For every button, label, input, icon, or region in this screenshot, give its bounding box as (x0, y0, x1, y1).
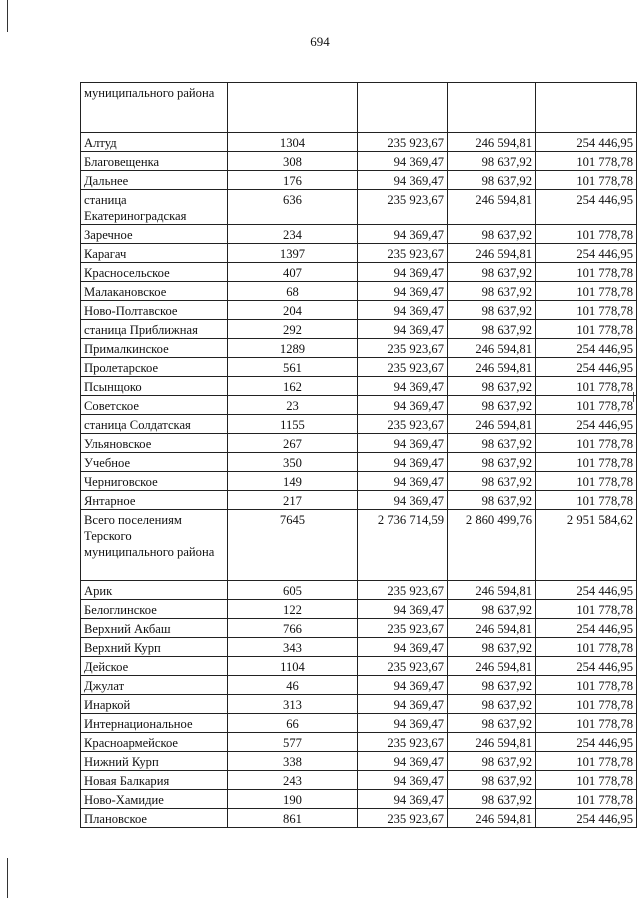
amount-1-cell: 94 369,47 (358, 600, 448, 619)
table-row (81, 377, 637, 396)
settlement-name-cell: Белоглинское (81, 600, 228, 619)
table-row (81, 657, 637, 676)
settlement-name-cell: Прималкинское (81, 339, 228, 358)
table-row (81, 695, 637, 714)
amount-3-cell: 101 778,78 (536, 771, 637, 790)
amount-1-cell: 235 923,67 (358, 809, 448, 828)
amount-3-cell: 101 778,78 (536, 282, 637, 301)
settlement-name-cell: Плановское (81, 809, 228, 828)
settlement-name-cell: Джулат (81, 676, 228, 695)
table-row (81, 491, 637, 510)
count-cell: 1104 (228, 657, 358, 676)
amount-1-cell: 235 923,67 (358, 733, 448, 752)
amount-1-cell: 94 369,47 (358, 282, 448, 301)
amount-3-cell: 254 446,95 (536, 619, 637, 638)
amount-1-cell: 235 923,67 (358, 133, 448, 152)
amount-3-cell: 2 951 584,62 (536, 510, 637, 581)
table-row (81, 733, 637, 752)
count-cell: 1397 (228, 244, 358, 263)
amount-3-cell: 101 778,78 (536, 472, 637, 491)
table-row (81, 301, 637, 320)
amount-2-cell: 98 637,92 (448, 790, 536, 809)
amount-3-cell: 101 778,78 (536, 695, 637, 714)
count-cell: 861 (228, 809, 358, 828)
amount-2-cell: 98 637,92 (448, 695, 536, 714)
amount-1-cell: 94 369,47 (358, 453, 448, 472)
amount-2-cell: 98 637,92 (448, 263, 536, 282)
amount-1-cell: 235 923,67 (358, 190, 448, 225)
table-row (81, 472, 637, 491)
count-cell: 190 (228, 790, 358, 809)
count-cell: 243 (228, 771, 358, 790)
settlement-name-cell: станица Приближная (81, 320, 228, 339)
count-cell: 23 (228, 396, 358, 415)
table-row (81, 244, 637, 263)
page-number: 694 (310, 34, 330, 49)
count-cell: 217 (228, 491, 358, 510)
amount-3-cell: 101 778,78 (536, 396, 637, 415)
settlement-name-cell: Ново-Хамидие (81, 790, 228, 809)
amount-3-cell: 101 778,78 (536, 676, 637, 695)
amount-3-cell: 254 446,95 (536, 190, 637, 225)
amount-2-cell: 98 637,92 (448, 491, 536, 510)
amount-1-cell: 94 369,47 (358, 152, 448, 171)
table-row (81, 809, 637, 828)
amount-2-cell: 98 637,92 (448, 453, 536, 472)
count-cell: 308 (228, 152, 358, 171)
empty-cell (536, 83, 637, 133)
amount-2-cell: 98 637,92 (448, 434, 536, 453)
amount-3-cell: 254 446,95 (536, 339, 637, 358)
amount-1-cell: 94 369,47 (358, 491, 448, 510)
count-cell: 1289 (228, 339, 358, 358)
amount-2-cell: 98 637,92 (448, 676, 536, 695)
amount-3-cell: 254 446,95 (536, 581, 637, 600)
count-cell: 149 (228, 472, 358, 491)
table-row (81, 434, 637, 453)
continued-header-cell: муниципального района (81, 83, 228, 133)
amount-3-cell: 101 778,78 (536, 453, 637, 472)
count-cell: 338 (228, 752, 358, 771)
amount-1-cell: 94 369,47 (358, 752, 448, 771)
amount-2-cell: 98 637,92 (448, 472, 536, 491)
amount-1-cell: 94 369,47 (358, 434, 448, 453)
amount-2-cell: 246 594,81 (448, 415, 536, 434)
settlement-name-cell: Дальнее (81, 171, 228, 190)
amount-3-cell: 101 778,78 (536, 790, 637, 809)
settlement-name-cell: Учебное (81, 453, 228, 472)
count-cell: 343 (228, 638, 358, 657)
scan-edge-line (7, 858, 8, 898)
settlement-name-cell: Алтуд (81, 133, 228, 152)
table-row (81, 676, 637, 695)
amount-1-cell: 94 369,47 (358, 320, 448, 339)
amount-2-cell: 98 637,92 (448, 225, 536, 244)
count-cell: 766 (228, 619, 358, 638)
empty-cell (448, 83, 536, 133)
amount-3-cell: 101 778,78 (536, 225, 637, 244)
count-cell: 66 (228, 714, 358, 733)
amount-1-cell: 235 923,67 (358, 619, 448, 638)
table-row (81, 225, 637, 244)
settlement-name-cell: Новая Балкария (81, 771, 228, 790)
amount-3-cell: 254 446,95 (536, 133, 637, 152)
amount-2-cell: 246 594,81 (448, 133, 536, 152)
settlement-name-cell: Верхний Акбаш (81, 619, 228, 638)
table-row (81, 190, 637, 225)
amount-1-cell: 235 923,67 (358, 358, 448, 377)
scan-edge-line (7, 0, 8, 32)
table-row (81, 415, 637, 434)
amount-3-cell: 101 778,78 (536, 152, 637, 171)
amount-3-cell: 101 778,78 (536, 638, 637, 657)
settlement-name-cell: Янтарное (81, 491, 228, 510)
amount-3-cell: 254 446,95 (536, 657, 637, 676)
amount-2-cell: 2 860 499,76 (448, 510, 536, 581)
table-row (81, 600, 637, 619)
amount-3-cell: 101 778,78 (536, 320, 637, 339)
settlement-name-cell: Инаркой (81, 695, 228, 714)
table-row (81, 282, 637, 301)
settlement-name-cell: Верхний Курп (81, 638, 228, 657)
count-cell: 46 (228, 676, 358, 695)
amount-3-cell: 101 778,78 (536, 434, 637, 453)
amount-2-cell: 246 594,81 (448, 733, 536, 752)
continued-header-row (81, 83, 637, 133)
settlement-name-cell: станица Екатериноградская (81, 190, 228, 225)
count-cell: 407 (228, 263, 358, 282)
amount-3-cell: 101 778,78 (536, 491, 637, 510)
settlement-name-cell: Дейское (81, 657, 228, 676)
amount-2-cell: 246 594,81 (448, 244, 536, 263)
amount-1-cell: 94 369,47 (358, 301, 448, 320)
amount-2-cell: 98 637,92 (448, 714, 536, 733)
amount-1-cell: 94 369,47 (358, 396, 448, 415)
amount-1-cell: 94 369,47 (358, 771, 448, 790)
amount-1-cell: 2 736 714,59 (358, 510, 448, 581)
amount-3-cell: 101 778,78 (536, 600, 637, 619)
count-cell: 176 (228, 171, 358, 190)
count-cell: 350 (228, 453, 358, 472)
settlement-name-cell: Всего поселениям Терского муниципального района (81, 510, 228, 581)
amount-3-cell: 254 446,95 (536, 244, 637, 263)
count-cell: 267 (228, 434, 358, 453)
settlement-name-cell: Ново-Полтавское (81, 301, 228, 320)
table-row (81, 171, 637, 190)
amount-3-cell: 101 778,78 (536, 377, 637, 396)
settlement-name-cell: Ульяновское (81, 434, 228, 453)
amount-1-cell: 94 369,47 (358, 790, 448, 809)
amount-1-cell: 94 369,47 (358, 225, 448, 244)
amount-3-cell: 101 778,78 (536, 301, 637, 320)
amount-2-cell: 98 637,92 (448, 396, 536, 415)
table-row (81, 453, 637, 472)
amount-2-cell: 98 637,92 (448, 171, 536, 190)
count-cell: 68 (228, 282, 358, 301)
settlement-name-cell: Красноармейское (81, 733, 228, 752)
amount-1-cell: 94 369,47 (358, 472, 448, 491)
count-cell: 313 (228, 695, 358, 714)
amount-1-cell: 94 369,47 (358, 676, 448, 695)
count-cell: 162 (228, 377, 358, 396)
table-row (81, 396, 637, 415)
total-row (81, 510, 637, 581)
count-cell: 7645 (228, 510, 358, 581)
table-row (81, 619, 637, 638)
amount-2-cell: 98 637,92 (448, 282, 536, 301)
settlement-name-cell: Нижний Курп (81, 752, 228, 771)
amount-1-cell: 94 369,47 (358, 171, 448, 190)
amount-1-cell: 235 923,67 (358, 244, 448, 263)
amount-2-cell: 98 637,92 (448, 320, 536, 339)
amount-2-cell: 246 594,81 (448, 190, 536, 225)
empty-cell (228, 83, 358, 133)
table-row (81, 638, 637, 657)
count-cell: 122 (228, 600, 358, 619)
settlements-table (80, 82, 637, 828)
table-row (81, 752, 637, 771)
amount-1-cell: 94 369,47 (358, 377, 448, 396)
amount-3-cell: 101 778,78 (536, 171, 637, 190)
amount-2-cell: 98 637,92 (448, 600, 536, 619)
count-cell: 292 (228, 320, 358, 339)
amount-1-cell: 94 369,47 (358, 695, 448, 714)
table-row (81, 358, 637, 377)
amount-2-cell: 246 594,81 (448, 809, 536, 828)
table-row (81, 263, 637, 282)
amount-2-cell: 246 594,81 (448, 339, 536, 358)
amount-3-cell: 254 446,95 (536, 809, 637, 828)
amount-2-cell: 246 594,81 (448, 619, 536, 638)
amount-2-cell: 98 637,92 (448, 152, 536, 171)
amount-1-cell: 94 369,47 (358, 263, 448, 282)
table-row (81, 133, 637, 152)
amount-1-cell: 235 923,67 (358, 657, 448, 676)
amount-3-cell: 254 446,95 (536, 733, 637, 752)
table-row (81, 581, 637, 600)
empty-cell (358, 83, 448, 133)
amount-3-cell: 101 778,78 (536, 263, 637, 282)
amount-1-cell: 235 923,67 (358, 581, 448, 600)
amount-2-cell: 98 637,92 (448, 377, 536, 396)
count-cell: 636 (228, 190, 358, 225)
amount-1-cell: 235 923,67 (358, 415, 448, 434)
count-cell: 1155 (228, 415, 358, 434)
settlement-name-cell: Карагач (81, 244, 228, 263)
amount-3-cell: 254 446,95 (536, 415, 637, 434)
amount-2-cell: 246 594,81 (448, 657, 536, 676)
settlement-name-cell: станица Солдатская (81, 415, 228, 434)
count-cell: 561 (228, 358, 358, 377)
settlement-name-cell: Интернациональное (81, 714, 228, 733)
amount-1-cell: 235 923,67 (358, 339, 448, 358)
count-cell: 204 (228, 301, 358, 320)
amount-1-cell: 94 369,47 (358, 714, 448, 733)
settlement-name-cell: Арик (81, 581, 228, 600)
table-row (81, 320, 637, 339)
table-row (81, 339, 637, 358)
amount-1-cell: 94 369,47 (358, 638, 448, 657)
count-cell: 605 (228, 581, 358, 600)
amount-2-cell: 246 594,81 (448, 358, 536, 377)
count-cell: 234 (228, 225, 358, 244)
amount-2-cell: 98 637,92 (448, 771, 536, 790)
amount-2-cell: 98 637,92 (448, 301, 536, 320)
settlement-name-cell: Черниговское (81, 472, 228, 491)
amount-3-cell: 101 778,78 (536, 714, 637, 733)
amount-2-cell: 98 637,92 (448, 638, 536, 657)
settlement-name-cell: Советское (81, 396, 228, 415)
settlement-name-cell: Малакановское (81, 282, 228, 301)
amount-2-cell: 98 637,92 (448, 752, 536, 771)
table-row (81, 152, 637, 171)
amount-3-cell: 254 446,95 (536, 358, 637, 377)
table-row (81, 790, 637, 809)
settlement-name-cell: Красносельское (81, 263, 228, 282)
settlement-name-cell: Пролетарское (81, 358, 228, 377)
table-row (81, 771, 637, 790)
count-cell: 577 (228, 733, 358, 752)
table-row (81, 714, 637, 733)
settlement-name-cell: Благовещенка (81, 152, 228, 171)
settlement-name-cell: Псынщоко (81, 377, 228, 396)
amount-2-cell: 246 594,81 (448, 581, 536, 600)
count-cell: 1304 (228, 133, 358, 152)
settlement-name-cell: Заречное (81, 225, 228, 244)
amount-3-cell: 101 778,78 (536, 752, 637, 771)
